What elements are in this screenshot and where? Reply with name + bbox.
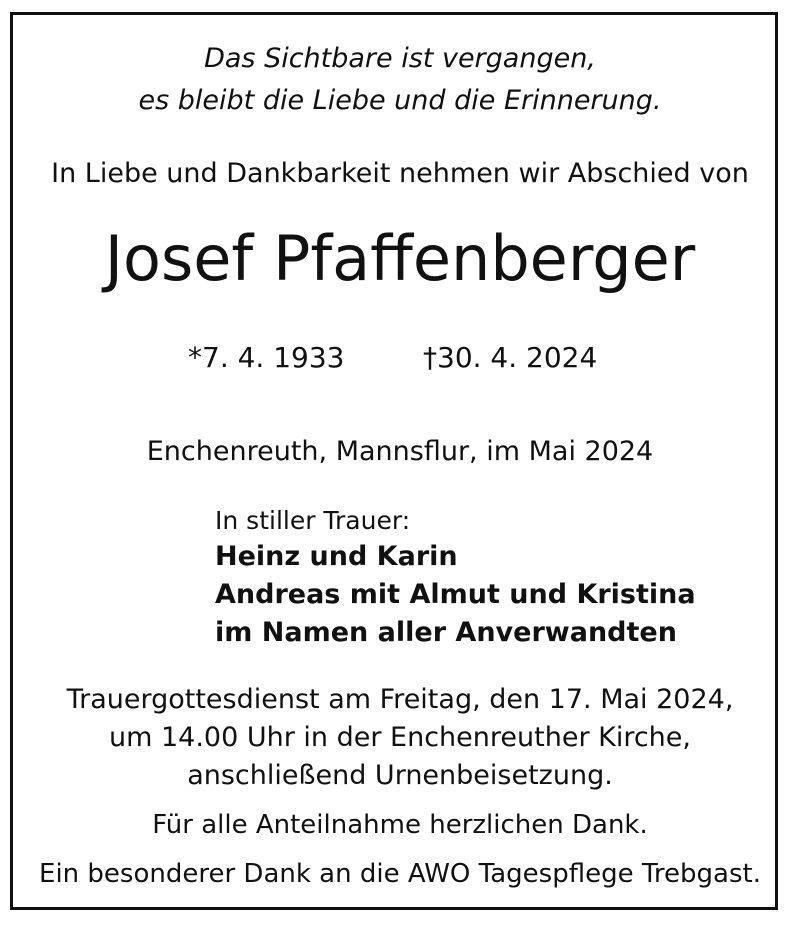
intro-text: In Liebe und Dankbarkeit nehmen wir Abschied von bbox=[51, 158, 749, 189]
birth-date: *7. 4. 1933 bbox=[188, 341, 345, 374]
service-line-2: um 14.00 Uhr in der Enchenreuther Kirche, bbox=[108, 722, 691, 753]
place-and-date: Enchenreuth, Mannsflur, im Mai 2024 bbox=[146, 436, 654, 467]
service-line-3: anschließend Urnenbeisetzung. bbox=[187, 760, 613, 791]
mourning-label: In stiller Trauer: bbox=[215, 506, 411, 535]
motto-line-1: Das Sichtbare ist vergangen, bbox=[204, 43, 596, 74]
motto-line-2: es bleibt die Liebe und die Erinnerung. bbox=[138, 85, 662, 116]
mourner-2: Andreas mit Almut und Kristina bbox=[215, 579, 696, 610]
death-date: †30. 4. 2024 bbox=[423, 341, 598, 374]
deceased-name: Josef Pfaffenberger bbox=[104, 222, 696, 295]
mourner-3: im Namen aller Anverwandten bbox=[215, 617, 677, 648]
thanks-line-2: Ein besonderer Dank an die AWO Tagespflege Trebgast. bbox=[39, 859, 761, 889]
service-line-1: Trauergottesdienst am Freitag, den 17. Mai 2024, bbox=[66, 684, 734, 715]
thanks-line-1: Für alle Anteilnahme herzlichen Dank. bbox=[152, 810, 648, 840]
mourner-1: Heinz und Karin bbox=[215, 541, 458, 572]
